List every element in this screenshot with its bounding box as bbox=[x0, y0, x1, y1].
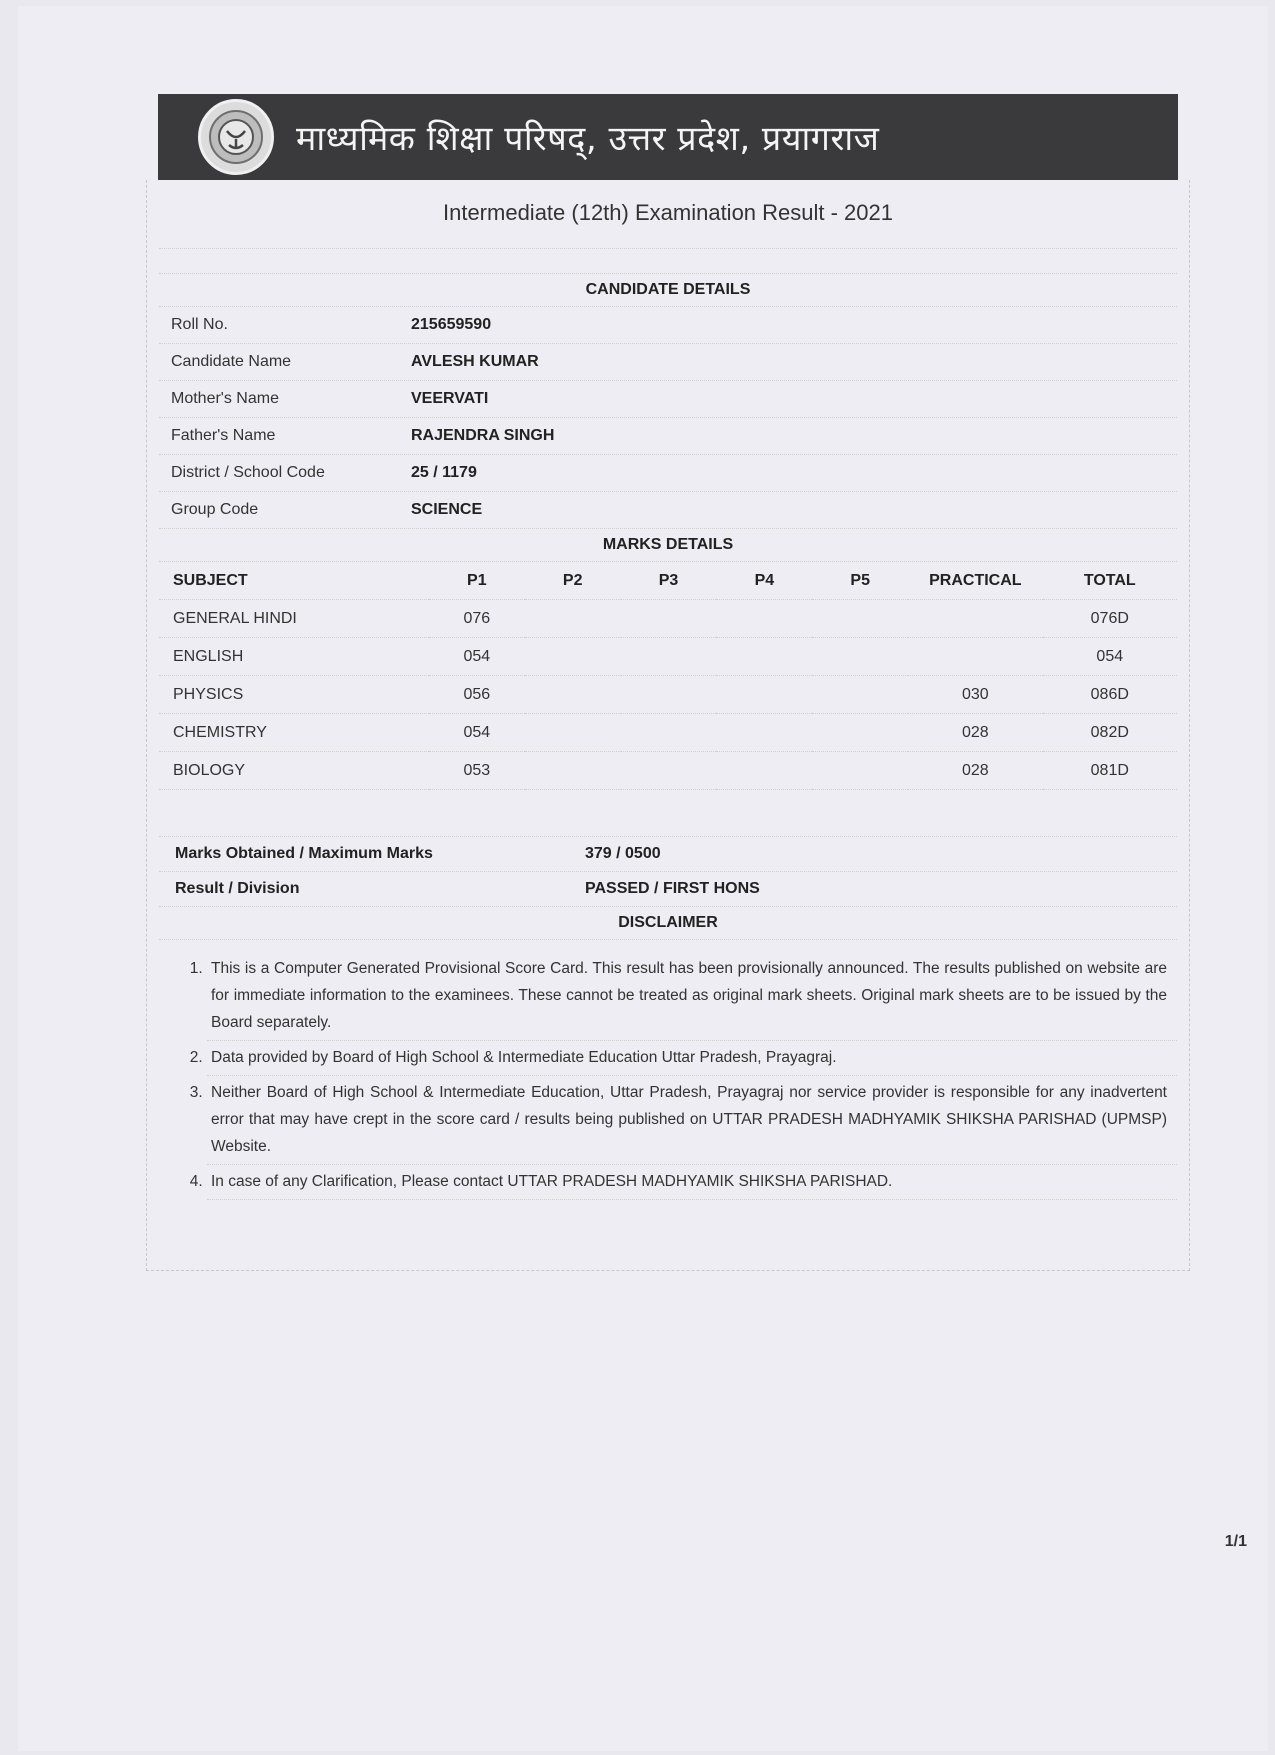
p1-cell: 076 bbox=[429, 600, 525, 638]
total-cell: 054 bbox=[1043, 638, 1177, 676]
header-banner bbox=[158, 94, 1178, 180]
candidate-name: AVLESH KUMAR bbox=[411, 353, 539, 370]
p3-cell bbox=[621, 600, 717, 638]
marks-obtained-label: Marks Obtained / Maximum Marks bbox=[175, 845, 433, 862]
column-header: P4 bbox=[716, 562, 812, 600]
roll-number: 215659590 bbox=[411, 316, 492, 333]
practical-cell: 028 bbox=[908, 714, 1042, 752]
subject-cell: BIOLOGY bbox=[159, 752, 429, 790]
p3-cell bbox=[621, 676, 717, 714]
exam-title: Intermediate (12th) Examination Result - 2021 bbox=[159, 180, 1177, 249]
column-header: P3 bbox=[621, 562, 717, 600]
page-number: 1/1 bbox=[1224, 1533, 1247, 1550]
p4-cell bbox=[716, 600, 812, 638]
total-cell: 076D bbox=[1043, 600, 1177, 638]
p2-cell bbox=[525, 752, 621, 790]
p5-cell bbox=[812, 600, 908, 638]
p5-cell bbox=[812, 714, 908, 752]
practical-cell bbox=[908, 600, 1042, 638]
table-row bbox=[159, 752, 1177, 790]
district-school-code: 25 / 1179 bbox=[411, 464, 477, 481]
column-header: P5 bbox=[812, 562, 908, 600]
field-label: District / School Code bbox=[171, 464, 325, 481]
total-cell: 086D bbox=[1043, 676, 1177, 714]
result-division-value: PASSED / FIRST HONS bbox=[585, 880, 760, 897]
field-label: Father's Name bbox=[171, 427, 276, 444]
candidate-row-father bbox=[159, 418, 1177, 455]
field-label: Mother's Name bbox=[171, 390, 279, 407]
candidate-details bbox=[159, 307, 1177, 529]
list-item: 1. This is a Computer Generated Provisional Score Card. This result has been provisionally announced. The results published on website are for immediate information to the examinees. These cannot be treated as original mark sheets. Original mark sheets are to be issued by the Board separately. bbox=[207, 952, 1177, 1041]
candidate-row-name bbox=[159, 344, 1177, 381]
p4-cell bbox=[716, 676, 812, 714]
table-row bbox=[159, 600, 1177, 638]
result-summary bbox=[159, 837, 1177, 907]
column-header: P1 bbox=[429, 562, 525, 600]
p1-cell: 056 bbox=[429, 676, 525, 714]
p2-cell bbox=[525, 676, 621, 714]
p1-cell: 053 bbox=[429, 752, 525, 790]
table-row bbox=[159, 638, 1177, 676]
practical-cell: 030 bbox=[908, 676, 1042, 714]
p4-cell bbox=[716, 638, 812, 676]
list-item: 3. Neither Board of High School & Intermediate Education, Uttar Pradesh, Prayagraj nor service provider is responsible for any inadvertent error that may have crept in the score card / results being published on UTTAR PRADESH MADHYAMIK SHIKSHA PARISHAD (UPMSP) Website. bbox=[207, 1076, 1177, 1165]
column-header: P2 bbox=[525, 562, 621, 600]
p1-cell: 054 bbox=[429, 714, 525, 752]
mother-name: VEERVATI bbox=[411, 390, 489, 407]
p2-cell bbox=[525, 600, 621, 638]
p2-cell bbox=[525, 638, 621, 676]
practical-cell bbox=[908, 638, 1042, 676]
result-division-row bbox=[159, 872, 1177, 907]
table-row bbox=[159, 676, 1177, 714]
candidate-row-district bbox=[159, 455, 1177, 492]
total-cell: 082D bbox=[1043, 714, 1177, 752]
p4-cell bbox=[716, 752, 812, 790]
marks-table bbox=[159, 562, 1177, 790]
marks-obtained-row bbox=[159, 837, 1177, 872]
column-header: TOTAL bbox=[1043, 562, 1177, 600]
p3-cell bbox=[621, 714, 717, 752]
disclaimer-title: DISCLAIMER bbox=[159, 907, 1177, 940]
father-name: RAJENDRA SINGH bbox=[411, 427, 555, 444]
table-row bbox=[159, 714, 1177, 752]
subject-cell: ENGLISH bbox=[159, 638, 429, 676]
list-item: 2. Data provided by Board of High School & Intermediate Education Uttar Pradesh, Prayagraj. bbox=[207, 1041, 1177, 1076]
result-division-label: Result / Division bbox=[175, 880, 300, 897]
practical-cell: 028 bbox=[908, 752, 1042, 790]
p3-cell bbox=[621, 752, 717, 790]
candidate-details-title: CANDIDATE DETAILS bbox=[159, 273, 1177, 307]
marks-obtained-value: 379 / 0500 bbox=[585, 845, 661, 862]
result-frame bbox=[146, 180, 1190, 1271]
p3-cell bbox=[621, 638, 717, 676]
board-name: माध्यमिक शिक्षा परिषद्, उत्तर प्रदेश, प्रयागराज bbox=[296, 119, 880, 159]
field-label: Candidate Name bbox=[171, 353, 292, 370]
column-header: PRACTICAL bbox=[908, 562, 1042, 600]
field-label: Group Code bbox=[171, 501, 259, 518]
p5-cell bbox=[812, 676, 908, 714]
spacer bbox=[159, 790, 1177, 837]
p5-cell bbox=[812, 638, 908, 676]
column-header: SUBJECT bbox=[159, 562, 429, 600]
subject-cell: GENERAL HINDI bbox=[159, 600, 429, 638]
marks-header-row bbox=[159, 562, 1177, 600]
list-item: 4. In case of any Clarification, Please contact UTTAR PRADESH MADHYAMIK SHIKSHA PARISHAD. bbox=[207, 1165, 1177, 1200]
subject-cell: CHEMISTRY bbox=[159, 714, 429, 752]
disclaimer-list bbox=[159, 952, 1177, 1200]
board-emblem-icon bbox=[198, 99, 274, 175]
p5-cell bbox=[812, 752, 908, 790]
total-cell: 081D bbox=[1043, 752, 1177, 790]
group-code: SCIENCE bbox=[411, 501, 483, 518]
p1-cell: 054 bbox=[429, 638, 525, 676]
result-sheet bbox=[158, 94, 1178, 1271]
marks-details-title: MARKS DETAILS bbox=[159, 529, 1177, 562]
field-label: Roll No. bbox=[171, 316, 228, 333]
candidate-row-group bbox=[159, 492, 1177, 529]
p4-cell bbox=[716, 714, 812, 752]
candidate-row-mother bbox=[159, 381, 1177, 418]
p2-cell bbox=[525, 714, 621, 752]
subject-cell: PHYSICS bbox=[159, 676, 429, 714]
candidate-row-roll bbox=[159, 307, 1177, 344]
